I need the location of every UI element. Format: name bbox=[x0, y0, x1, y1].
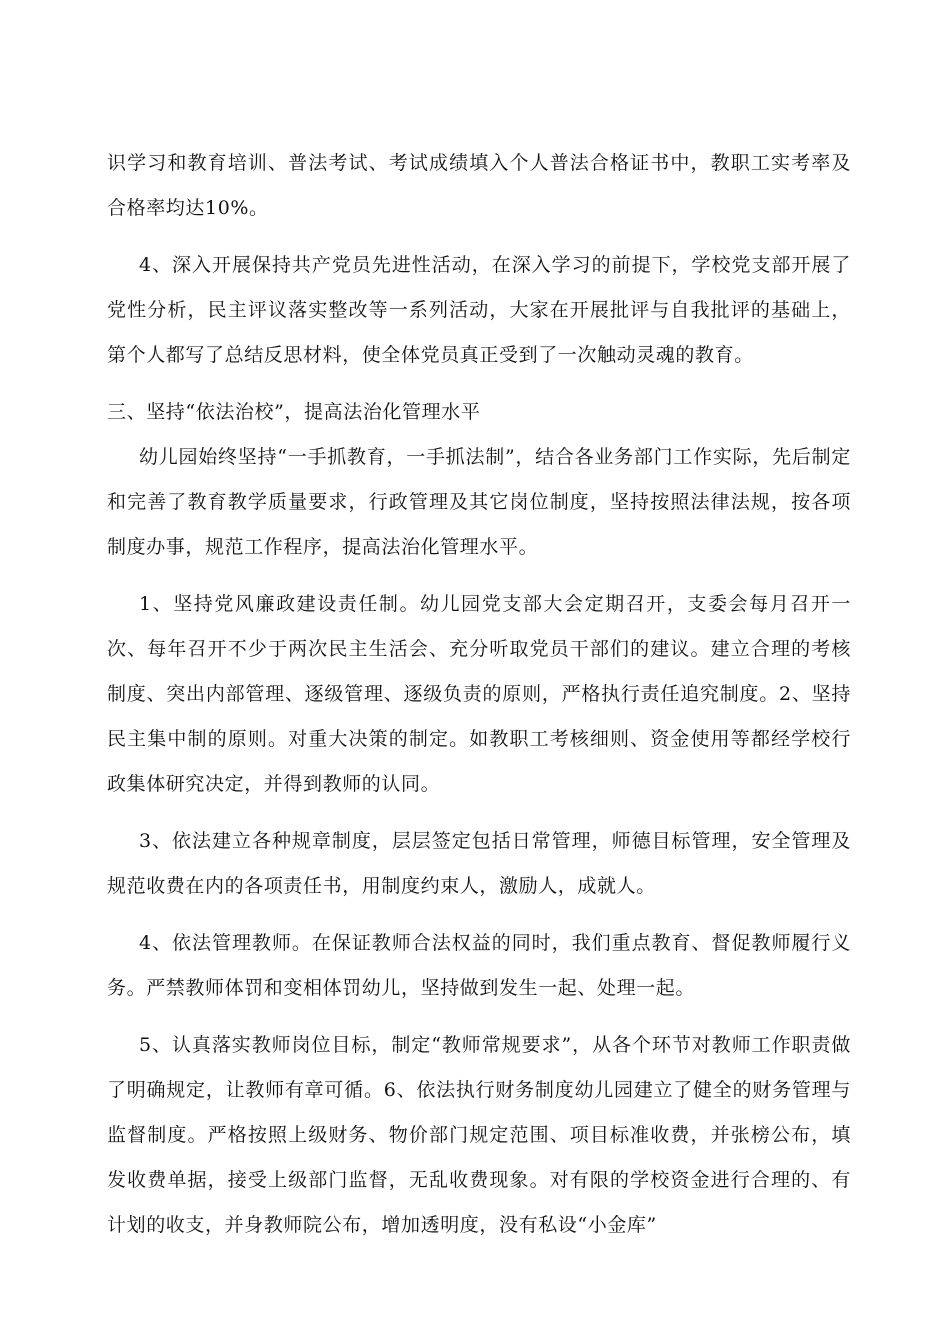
document-body bbox=[107, 141, 851, 1260]
paragraph-continuation: 识学习和教育培训、普法考试、考试成绩填入个人普法合格证书中，教职工实考率及合格率均达10%。 bbox=[107, 152, 851, 219]
paragraph-item-5-6: 5、认真落实教师岗位目标，制定“教师常规要求”，从各个环节对教师工作职责做了明确规定，让教师有章可循。6、依法执行财务制度幼儿园建立了健全的财务管理与监督制度。严格按照上级财务、物价部门规定范围、项目标准收费，并张榜公布，填发收费单据，接受上级部门监督，无乱收费现象。对有限的学校资金进行合理的、有计划的收支，并身教师院公布，增加透明度，没有私设“小金库” bbox=[107, 1034, 851, 1236]
paragraph-item-3: 3、依法建立各种规章制度，层层签定包括日常管理，师德目标管理，安全管理及规范收费在内的各项责任书，用制度约束人，激励人，成就人。 bbox=[107, 830, 851, 897]
paragraph-party-activity: 4、深入开展保持共产党员先进性活动，在深入学习的前提下，学校党支部开展了党性分析，民主评议落实整改等一系列活动，大家在开展批评与自我批评的基础上，第个人都写了总结反思材料，使全体党员真正受到了一次触动灵魂的教育。 bbox=[107, 254, 851, 366]
paragraph-item-1-2: 1、坚持党风廉政建设责任制。幼儿园党支部大会定期召开，支委会每月召开一次、每年召开不少于两次民主生活会、充分听取党员干部们的建议。建立合理的考核制度、突出内部管理、逐级管理、逐级负责的原则，严格执行责任追究制度。2、坚持民主集中制的原则。对重大决策的制定。如教职工考核细则、资金使用等都经学校行政集体研究决定，并得到教师的认同。 bbox=[107, 593, 851, 795]
section-heading: 三、坚持“依法治校”，提高法治化管理水平 bbox=[107, 401, 481, 423]
paragraph-item-4: 4、依法管理教师。在保证教师合法权益的同时，我们重点教育、督促教师履行义务。严禁教师体罚和变相体罚幼儿，坚持做到发生一起、处理一起。 bbox=[107, 932, 851, 999]
paragraph-rule-of-law: 幼儿园始终坚持“一手抓教育，一手抓法制”，结合各业务部门工作实际，先后制定和完善了教育教学质量要求，行政管理及其它岗位制度，坚持按照法律法规，按各项制度办事，规范工作程序，提高法治化管理水平。 bbox=[107, 446, 851, 558]
